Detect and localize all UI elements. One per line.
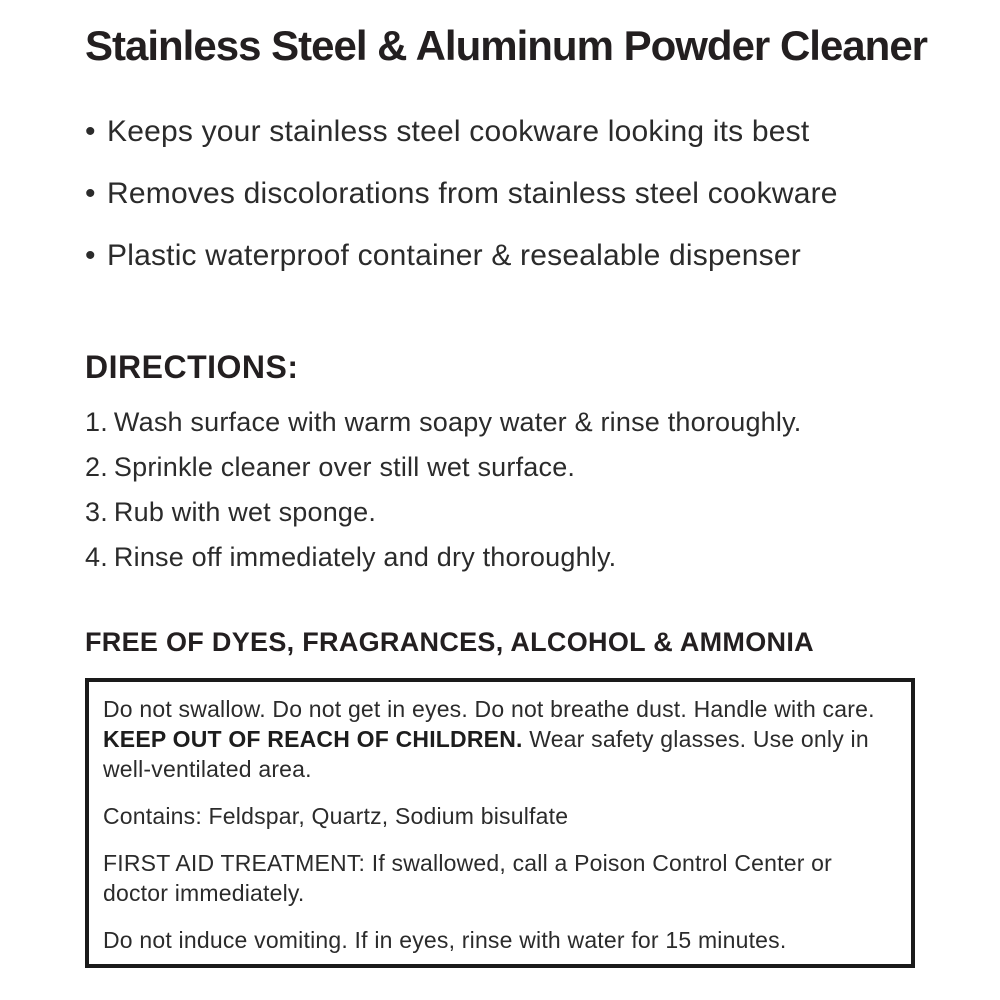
list-item — [85, 535, 915, 580]
directions-heading: DIRECTIONS: — [85, 349, 299, 386]
contains-paragraph: Contains: Feldspar, Quartz, Sodium bisulfate — [103, 803, 569, 830]
step-text: Wash surface with warm soapy water & rinse thoroughly. — [113, 407, 802, 438]
directions-step-list — [85, 400, 915, 580]
warning-box — [85, 678, 915, 968]
bullet-icon: • — [85, 239, 96, 273]
free-of-heading: FREE OF DYES, FRAGRANCES, ALCOHOL & AMMONIA — [85, 627, 814, 658]
warning-text: Do not swallow. Do not get in eyes. Do not breathe dust. Handle with care. — [103, 696, 875, 723]
bullet-icon: • — [85, 115, 96, 149]
first-aid-paragraph: FIRST AID TREATMENT: If swallowed, call a Poison Control Center or doctor immediately. — [103, 850, 832, 907]
step-number: 4. — [85, 542, 108, 573]
feature-text: Keeps your stainless steel cookware looking its best — [107, 115, 810, 149]
step-text: Rub with wet sponge. — [113, 497, 377, 528]
warning-handling-paragraph — [103, 694, 897, 784]
feature-text: Removes discolorations from stainless steel cookware — [107, 177, 838, 211]
step-text: Sprinkle cleaner over still wet surface. — [113, 452, 576, 483]
list-item — [85, 176, 915, 212]
feature-text: Plastic waterproof container & resealable dispenser — [107, 239, 801, 273]
list-item — [85, 238, 915, 274]
keep-out-of-reach-warning: KEEP OUT OF REACH OF CHILDREN. — [103, 726, 523, 753]
step-text: Rinse off immediately and dry thoroughly. — [113, 542, 617, 573]
list-item — [85, 445, 915, 490]
eye-rinse-paragraph: Do not induce vomiting. If in eyes, rinse with water for 15 minutes. — [103, 927, 787, 954]
list-item — [85, 114, 915, 150]
step-number: 2. — [85, 452, 108, 483]
step-number: 3. — [85, 497, 108, 528]
warning-text: Wear safety glasses. Use only in well-ventilated area. — [103, 726, 869, 783]
list-item — [85, 490, 915, 535]
step-number: 1. — [85, 407, 108, 438]
list-item — [85, 400, 915, 445]
page-title: Stainless Steel & Aluminum Powder Cleaner — [85, 22, 928, 69]
bullet-icon: • — [85, 177, 96, 211]
feature-list — [85, 114, 915, 274]
